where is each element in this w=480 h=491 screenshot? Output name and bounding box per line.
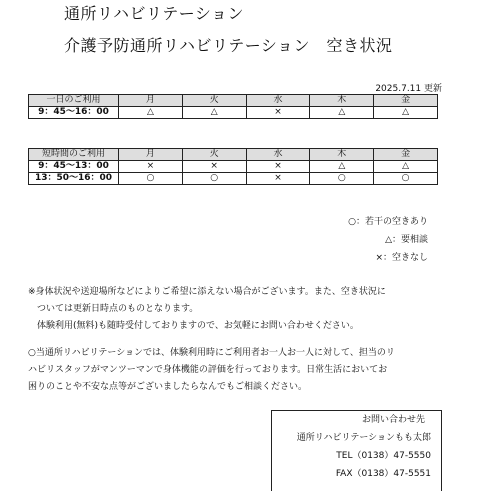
contact-box [271, 410, 442, 491]
notes-line: 体験利用(無料)も随時受付しておりますので、お気軽にお問い合わせください。 [28, 321, 359, 331]
table-header-row [29, 95, 438, 107]
availability-cell: × [246, 107, 310, 119]
page-title-line1: 通所リハビリテーション [64, 4, 245, 23]
page-title-line2: 介護予防通所リハビリテーション 空き状況 [64, 36, 393, 55]
availability-cell: △ [374, 161, 438, 173]
intro-line: ハビリスタッフがマンツーマンで身体機能の評価を行っております。日常生活においてお [28, 365, 388, 375]
availability-cell: ○ [119, 173, 183, 185]
intro-line: 困りのことや不安な点等がございましたらなんでもご相談ください。 [28, 382, 308, 392]
contact-fax: FAX（0138）47-5551 [335, 469, 431, 479]
table-row [29, 173, 438, 185]
table-row [29, 161, 438, 173]
notes-paragraph [28, 284, 448, 335]
time-slot: 13：50〜16：00 [29, 173, 119, 185]
day-header: 月 [119, 95, 183, 107]
intro-paragraph [28, 345, 448, 396]
legend-consult: △：要相談 [385, 235, 428, 245]
time-slot: 9：45〜13：00 [29, 161, 119, 173]
availability-cell: ○ [182, 173, 246, 185]
availability-cell: × [246, 161, 310, 173]
day-header: 金 [374, 95, 438, 107]
notes-line: ついては更新日時点のものとなります。 [28, 304, 199, 314]
availability-cell: △ [119, 107, 183, 119]
contact-facility: 通所リハビリテーションもも太郎 [296, 433, 431, 443]
notes-line: ※身体状況や送迎場所などによりご希望に添えない場合がございます。また、空き状況に [28, 287, 386, 297]
day-header: 木 [310, 95, 374, 107]
contact-tel: TEL（0138）47-5550 [336, 451, 431, 461]
availability-cell: ○ [374, 173, 438, 185]
day-header: 火 [182, 149, 246, 161]
availability-cell: △ [310, 107, 374, 119]
contact-heading: お問い合わせ先 [361, 415, 425, 425]
availability-cell: × [119, 161, 183, 173]
table-header-label: 一日のご利用 [29, 95, 119, 107]
table-header-row [29, 149, 438, 161]
availability-cell: × [246, 173, 310, 185]
day-header: 水 [246, 149, 310, 161]
day-header: 月 [119, 149, 183, 161]
intro-line: ○当通所リハビリテーションでは、体験利用時にご利用者お一人お一人に対して、担当のリ [28, 348, 395, 358]
availability-cell: × [182, 161, 246, 173]
table-header-label: 短時間のご利用 [29, 149, 119, 161]
day-header: 火 [182, 95, 246, 107]
day-header: 水 [246, 95, 310, 107]
availability-cell: △ [182, 107, 246, 119]
time-slot: 9：45〜16：00 [29, 107, 119, 119]
updated-date: 2025.7.11 更新 [375, 84, 442, 94]
day-header: 金 [374, 149, 438, 161]
legend-available: ○：若干の空きあり [348, 217, 428, 227]
table-row [29, 107, 438, 119]
availability-cell: △ [374, 107, 438, 119]
full-day-table [28, 94, 438, 119]
availability-cell: △ [310, 161, 374, 173]
day-header: 木 [310, 149, 374, 161]
legend-full: ×：空きなし [375, 253, 428, 263]
short-time-table [28, 148, 438, 185]
availability-cell: ○ [310, 173, 374, 185]
